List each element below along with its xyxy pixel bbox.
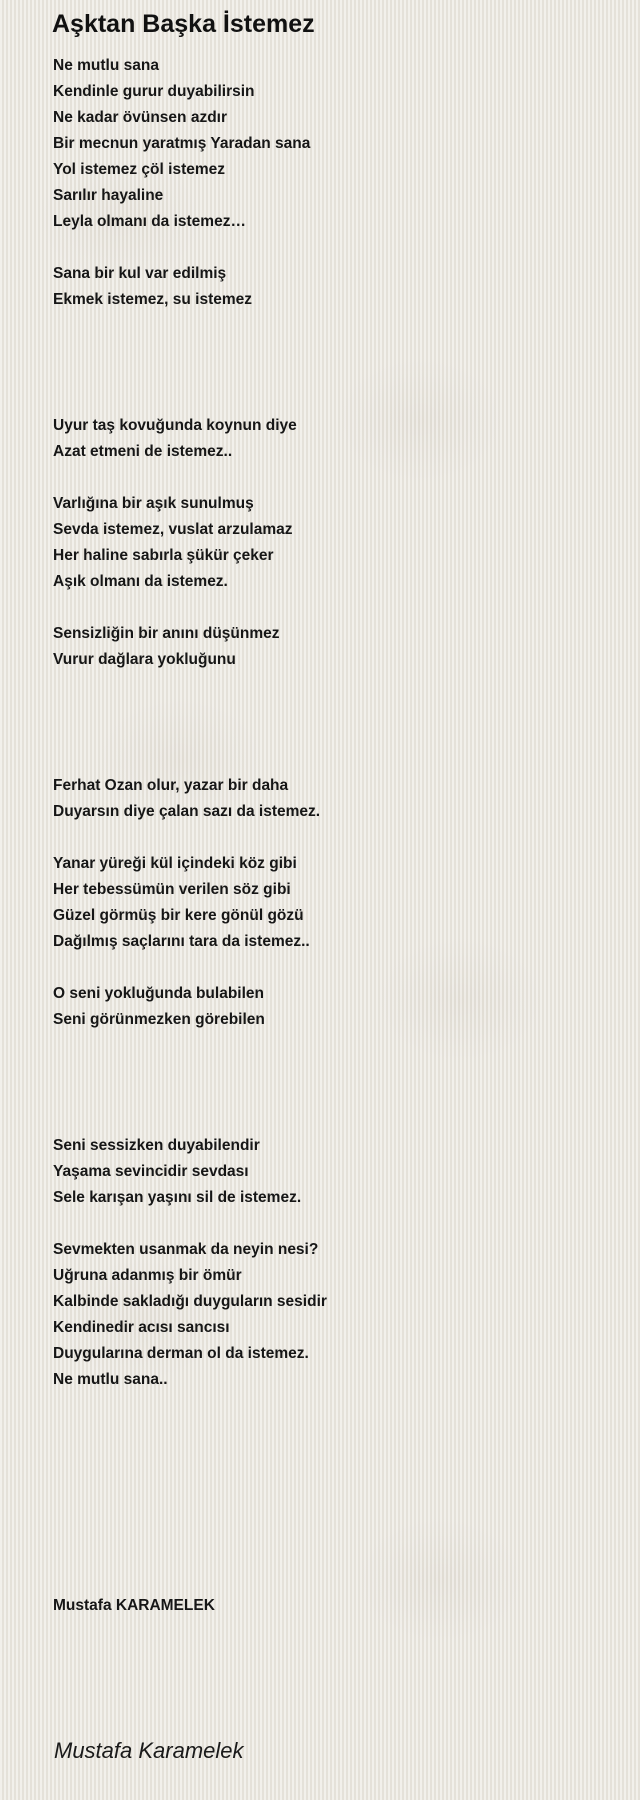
poem-line: Sevmekten usanmak da neyin nesi?	[53, 1241, 319, 1258]
poem-line: Yanar yüreği kül içindeki köz gibi	[53, 855, 297, 872]
poem-line: Her haline sabırla şükür çeker	[53, 547, 274, 564]
poem-line: Sensizliğin bir anını düşünmez	[53, 625, 280, 642]
poem-body	[53, 53, 613, 1393]
stanza	[53, 851, 613, 955]
stanza	[53, 413, 613, 465]
stanza	[53, 261, 613, 313]
poem-line: Her tebessümün verilen söz gibi	[53, 881, 291, 898]
poem-line: O seni yokluğunda bulabilen	[53, 985, 264, 1002]
stanza	[53, 773, 613, 825]
poem-line: Sarılır hayaline	[53, 187, 164, 204]
poem-line: Yaşama sevincidir sevdası	[53, 1163, 249, 1180]
stanza	[53, 981, 613, 1033]
poem-line: Seni görünmezken görebilen	[53, 1011, 265, 1028]
poem-line: Güzel görmüş bir kere gönül gözü	[53, 907, 304, 924]
poem-line: Ne mutlu sana	[53, 57, 159, 74]
poem-line: Sevda istemez, vuslat arzulamaz	[53, 521, 293, 538]
poem-line: Ekmek istemez, su istemez	[53, 291, 253, 308]
poem-line: Yol istemez çöl istemez	[53, 161, 225, 178]
poem-line: Ferhat Ozan olur, yazar bir daha	[53, 777, 289, 794]
stanza	[53, 491, 613, 595]
poem-line: Seni sessizken duyabilendir	[53, 1137, 260, 1154]
poem-line: Leyla olmanı da istemez…	[53, 213, 246, 230]
poem-line: Aşık olmanı da istemez.	[53, 573, 228, 590]
poem-line: Dağılmış saçlarını tara da istemez..	[53, 933, 310, 950]
poem-line: Bir mecnun yaratmış Yaradan sana	[53, 135, 311, 152]
poem-line: Duyarsın diye çalan sazı da istemez.	[53, 803, 321, 820]
poem-line: Uyur taş kovuğunda koynun diye	[53, 417, 297, 434]
poem-line: Uğruna adanmış bir ömür	[53, 1267, 242, 1284]
poem-line: Duygularına derman ol da istemez.	[53, 1345, 309, 1362]
author-signature: Mustafa Karamelek	[54, 1738, 244, 1763]
poem-line: Sele karışan yaşını sil de istemez.	[53, 1189, 302, 1206]
poem-line: Azat etmeni de istemez..	[53, 443, 233, 460]
poem-line: Ne kadar övünsen azdır	[53, 109, 228, 126]
poem-line: Kalbinde sakladığı duyguların sesidir	[53, 1293, 327, 1310]
stanza	[53, 1133, 613, 1211]
stanza	[53, 621, 613, 673]
stanza	[53, 53, 613, 235]
stanza	[53, 1237, 613, 1393]
poem-title: Aşktan Başka İstemez	[52, 10, 315, 38]
poem-line: Kendinedir acısı sancısı	[53, 1319, 230, 1336]
poem-line: Ne mutlu sana..	[53, 1371, 168, 1388]
poem-line: Kendinle gurur duyabilirsin	[53, 83, 255, 100]
poem-line: Varlığına bir aşık sunulmuş	[53, 495, 254, 512]
poem-line: Vurur dağlara yokluğunu	[53, 651, 236, 668]
poem-line: Sana bir kul var edilmiş	[53, 265, 227, 282]
author-name: Mustafa KARAMELEK	[53, 1597, 215, 1614]
